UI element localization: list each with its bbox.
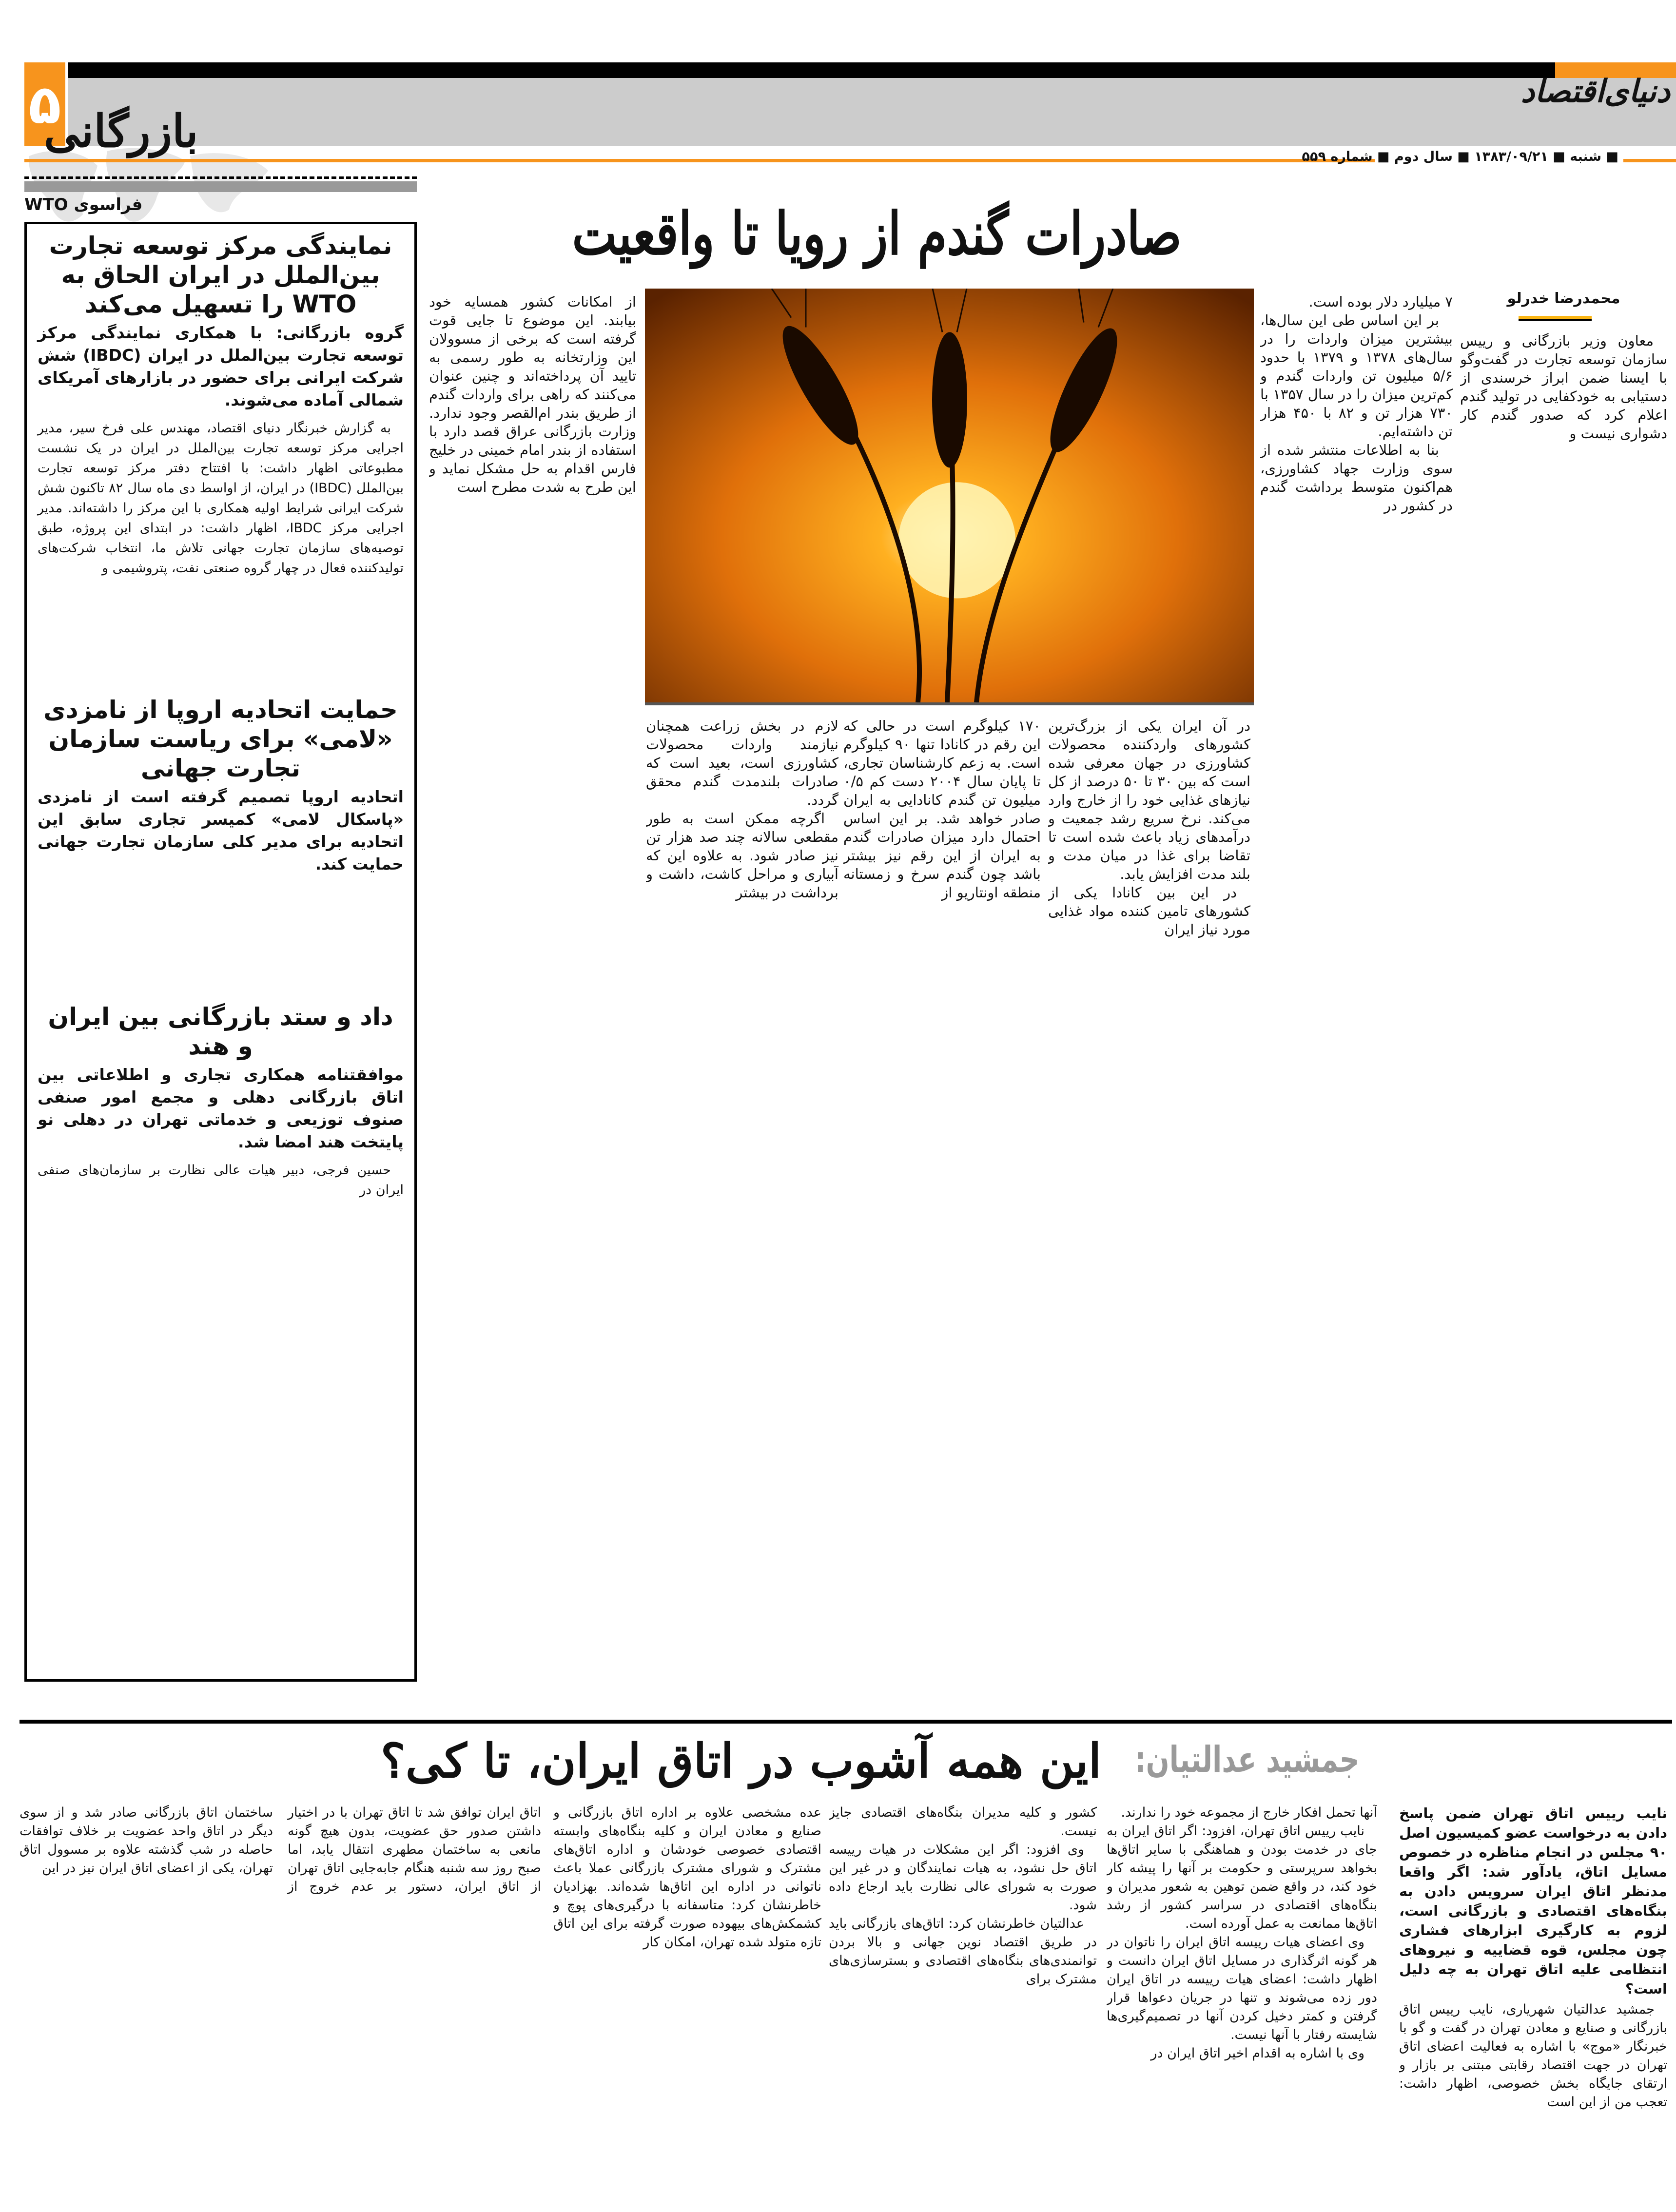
paragraph: آنها تحمل افکار خارج از مجموعه خود را ندارند. bbox=[1121, 1805, 1377, 1820]
sidebar-dashed-rule bbox=[24, 176, 417, 179]
paragraph: نایب رییس اتاق تهران، افزود: اگر اتاق ایران به جای در خدمت بودن و هماهنگی با سایر اتاق‌ها بخواهد سرپرستی و حکومت بر آنها را پیشه کار خود کند، در واقع ضمن توهین به شعور مدیران و بنگاه‌های اقتصادی در سراسر کشور از رشد اتاق‌ها ممانعت به عمل آورده است. bbox=[1107, 1824, 1377, 1931]
masthead-bar bbox=[68, 62, 1555, 78]
headline-kicker-text: جمشید عدالتیان: bbox=[1134, 1739, 1359, 1781]
paragraph: وی اعضای هیات رییسه اتاق ایران را ناتوان در هر گونه اثرگذاری در مسایل اتاق ایران دانست و اظهار داشت: اعضای هیات رییسه در اتاق ایران دور زده می‌شوند و تنها در جریان دعواها قرار گرفتن و کمتر دخیل کردن آنها در تصمیم‌گیری‌ها شایسته رفتار با آنها نیست. bbox=[1107, 1935, 1377, 2042]
article-column bbox=[553, 1804, 821, 2198]
sidebar-story bbox=[38, 1002, 404, 1200]
main-headline-text: صادرات گندم از رویا تا واقعیت bbox=[572, 199, 1182, 268]
paragraph: وی با اشاره به اقدام اخیر اتاق ایران در bbox=[1150, 2046, 1364, 2061]
story-lead: اتحادیه اروپا تصمیم گرفته است از نامزدی «پاسکال لامی» کمیسر تجاری سابق این اتحادیه برای مدیر کلی سازمان تجارت جهانی حمایت کند. bbox=[38, 787, 404, 873]
article-column bbox=[1048, 717, 1250, 1682]
article-column bbox=[1260, 292, 1453, 1682]
article-column bbox=[646, 717, 838, 1682]
bottom-headline-text: این همه آشوب در اتاق ایران، تا کی؟ bbox=[380, 1733, 1102, 1788]
paragraph: در این بین کانادا یکی از کشورهای تامین کننده مواد غذایی مورد نیاز ایران bbox=[1048, 884, 1250, 938]
sidebar-gray-strip bbox=[24, 181, 417, 192]
section-title: بازرگانی bbox=[44, 105, 198, 157]
story-title: نمایندگی مرکز توسعه تجارت بین‌الملل در ایران الحاق به WTO را تسهیل می‌کند bbox=[49, 232, 392, 318]
sidebar-label: فراسوی WTO bbox=[24, 195, 143, 214]
sidebar-box bbox=[24, 222, 417, 1682]
paragraph: لازم در بخش زراعت همچنان نیازمند واردات محصولات کشاورزی است، بعید است که صادرات بلندمدت گندم محقق گردد. bbox=[646, 718, 838, 808]
story-body: به گزارش خبرنگار دنیای اقتصاد، مهندس علی فرخ سیر، مدیر اجرایی مرکز توسعه تجارت بین‌الملل در ایران در یک نشست مطبوعاتی اظهار داشت: با افتتاح دفتر مرکز توسعه تجارت بین‌الملل (IBDC) در ایران، از اواسط دی ماه سال ۸۲ تاکنون شش شرکت ایرانی شرایط اولیه همکاری با این مرکز را داشته‌اند. مدیر اجرایی مرکز IBDC، اظهار داشت: در ابتدای این پروژه، طبق توصیه‌های سازمان تجارت جهانی تلاش ما، انتخاب شرکت‌های تولیدکننده فعال در چهار گروه صنعتی نفت، پتروشیمی و bbox=[38, 421, 404, 576]
story-title: حمایت اتحادیه اروپا از نامزدی «لامی» برای ریاست سازمان تجارت جهانی bbox=[43, 696, 398, 782]
bottom-headline bbox=[331, 1729, 1150, 1793]
story-body: حسین فرجی، دبیر هیات عالی نظارت بر سازمان‌های صنفی ایران در bbox=[38, 1163, 404, 1198]
paragraph: عده مشخصی علاوه بر اداره اتاق بازرگانی و صنایع و معادن ایران و کلیه بنگاه‌های وابسته اقتصادی خصوصی خودشان و اداره اتاق‌های مشترک و شورای مشترک بازرگانی عملا باعث ناتوانی در اداره این اتاق‌ها شده‌اند. بهزادیان خاطرنشان کرد: متاسفانه با درگیری‌های پوچ و کشمکش‌های بیهوده صورت گرفته برای این اتاق تازه متولد شده تهران، امکان کار bbox=[553, 1805, 821, 1950]
article-column bbox=[19, 1804, 541, 2198]
paragraph: در آن ایران یکی از بزرگ‌ترین کشورهای واردکننده محصولات کشاورزی در جهان معرفی شده است که بین ۳۰ تا ۵۰ درصد از کل نیازهای غذایی خود را از خارج وارد می‌کند. نرخ سریع رشد جمعیت و درآمدهای زیاد باعث شده است تا تقاضا برای غذا در میان مدت و بلند مدت افزایش یابد. bbox=[1048, 718, 1250, 882]
header-rule bbox=[24, 159, 1375, 162]
article-column bbox=[1107, 1804, 1377, 2198]
paragraph: بنا به اطلاعات منتشر شده از سوی وزارت جهاد کشاورزی، هم‌اکنون متوسط برداشت گندم در کشور در bbox=[1260, 442, 1453, 514]
article-column bbox=[1399, 1804, 1667, 2198]
story-lead: موافقتنامه همکاری تجاری و اطلاعاتی بین اتاق بازرگانی دهلی و مجمع امور صنفی صنوف توزیعی و خدماتی تهران در دهلی نو پایتخت هند امضا شد. bbox=[38, 1065, 404, 1151]
article-column bbox=[1460, 331, 1667, 1682]
headline-kicker bbox=[1134, 1735, 1394, 1784]
header-rule-right bbox=[1623, 159, 1676, 162]
paragraph: عدالتیان خاطرنشان کرد: اتاق‌های بازرگانی باید در طریق اقتصاد نوین جهانی و بالا بردن توانمندی‌های بنگاه‌های اقتصادی و بسترسازی‌های مشترک برای bbox=[829, 1916, 1097, 1987]
paragraph: از امکانات کشور همسایه خود بیابند. این موضوع تا جایی قوت گرفته است که برخی از مسوولان این وزارتخانه به طور رسمی به تایید آن پرداخته‌اند و چنین عنوان می‌کنند که راهی برای واردات گندم از طریق بندر ام‌القصر وجود ندارد. وزارت بازرگانی عراق قصد دارد با استفاده از بندر امام خمینی در خلیج فارس اقدام به حل مشکل نماید و این طرح به شدت مطرح است bbox=[429, 293, 636, 495]
paragraph: ۱۷۰ کیلوگرم است در حالی که این رقم در کانادا تنها ۹۰ کیلوگرم است. به زعم کارشناسان تجاری، تا پایان سال ۲۰۰۴ دست کم ۰/۵ میلیون تن گندم کانادایی به ایران صادر خواهد شد. بر این اساس احتمال دارد میزان صادرات گندم به ایران از این رقم نیز بیشتر باشد چون گندم سرخ و زمستانه منطقه اونتاریو از bbox=[843, 718, 1041, 901]
article-column bbox=[843, 717, 1041, 1682]
main-headline bbox=[572, 195, 1253, 278]
sidebar-story bbox=[38, 695, 404, 875]
dateline: ■ شنبه ■ ۱۳۸۳/۰۹/۲۱ ■ سال دوم ■ شماره ۵۵۹ bbox=[1302, 149, 1618, 164]
paragraph: بر این اساس طی این سال‌ها، بیشترین میزان واردات را در سال‌های ۱۳۷۸ و ۱۳۷۹ با حدود ۵/۶ میلیون تن واردات گندم و کم‌ترین میزان را در سال ۱۳۵۷ با ۷۳۰ هزار تن و ۸۲ با ۴۵۰ هزار تن داشته‌ایم. bbox=[1260, 312, 1453, 440]
section-separator bbox=[19, 1720, 1672, 1724]
paragraph: ۷ میلیارد دلار بوده است. bbox=[1308, 293, 1453, 310]
paragraph: اتاق ایران توافق شد تا اتاق تهران با در اختیار داشتن صدور حق عضویت، بدون هیچ گونه مانعی به ساختمان مطهری انتقال یابد، اما صبح روز سه شنبه هنگام جابه‌جایی اتاق تهران از اتاق ایران، دستور بر عدم خروج از ساختمان اتاق بازرگانی صادر شد و از سوی دیگر در اتاق واحد عضویت بر خلاف توافقات حاصله در شب گذشته علاوه بر مسوول اتاق تهران، یکی از اعضای اتاق ایران نیز در این bbox=[19, 1805, 541, 1894]
story-title: داد و ستد بازرگانی بین ایران و هند bbox=[48, 1003, 393, 1060]
paragraph: کشور و کلیه مدیران بنگاه‌های اقتصادی جایز نیست. bbox=[829, 1805, 1097, 1839]
byline-rule bbox=[1519, 316, 1592, 321]
article-column bbox=[429, 292, 636, 1682]
paragraph: معاون وزیر بازرگانی و رییس سازمان توسعه تجارت در گفت‌وگو با ایسنا ضمن ابراز خرسندی از دستیابی به خودکفایی در تولید گندم اعلام کرد که صدور گندم کار دشواری نیست و bbox=[1460, 332, 1667, 442]
sidebar-story bbox=[38, 231, 404, 578]
wheat-sunset-photo bbox=[645, 289, 1254, 705]
paragraph: اگرچه ممکن است به طور مقطعی سالانه چند صد هزار تن نیز صادر شود. به علاوه این که آبیاری و مراحل کاشت، داشت و برداشت در بیشتر bbox=[646, 810, 838, 901]
lead-paragraph: نایب رییس اتاق تهران ضمن پاسخ دادن به درخواست عضو کمیسیون اصل ۹۰ مجلس در انجام مناظره در خصوص مسایل اتاق، یادآور شد: اگر واقعا مدنظر اتاق ایران سرویس دادن به بنگاه‌های اقتصادی و بازرگانی است، لزوم به کارگیری ابزارهای فشاری چون مجلس، قوه قضاییه و نیروهای انتظامی علیه اتاق تهران به چه دلیل است؟ bbox=[1399, 1805, 1667, 1997]
paragraph: وی افزود: اگر این مشکلات در هیات رییسه اتاق حل نشود، به هیات نمایندگان و در غیر این صورت به شورای عالی نظارت باید ارجاع داده شود. bbox=[829, 1842, 1097, 1913]
page-number: ۵ bbox=[24, 62, 65, 146]
byline: محمدرضا خدرلو bbox=[1507, 290, 1620, 307]
article-column bbox=[829, 1804, 1097, 2198]
newspaper-logo: دنیای‌اقتصاد bbox=[1520, 73, 1670, 110]
story-lead: گروه بازرگانی: با همکاری نمایندگی مرکز توسعه تجارت بین‌الملل در ایران (IBDC) شش شرکت ایرانی برای حضور در بازارهای آمریکای شمالی آماده می‌شوند. bbox=[38, 323, 404, 409]
masthead-band bbox=[68, 78, 1676, 146]
paragraph: جمشید عدالتیان شهریاری، نایب رییس اتاق بازرگانی و صنایع و معادن تهران در گفت و گو با خبرنگار «موج» با اشاره به فعالیت اعضای اتاق تهران در جهت اقتصاد رقابتی مبتنی بر بازار و ارتقای جایگاه بخش خصوصی، اظهار داشت: تعجب من از این است bbox=[1399, 2002, 1667, 2110]
